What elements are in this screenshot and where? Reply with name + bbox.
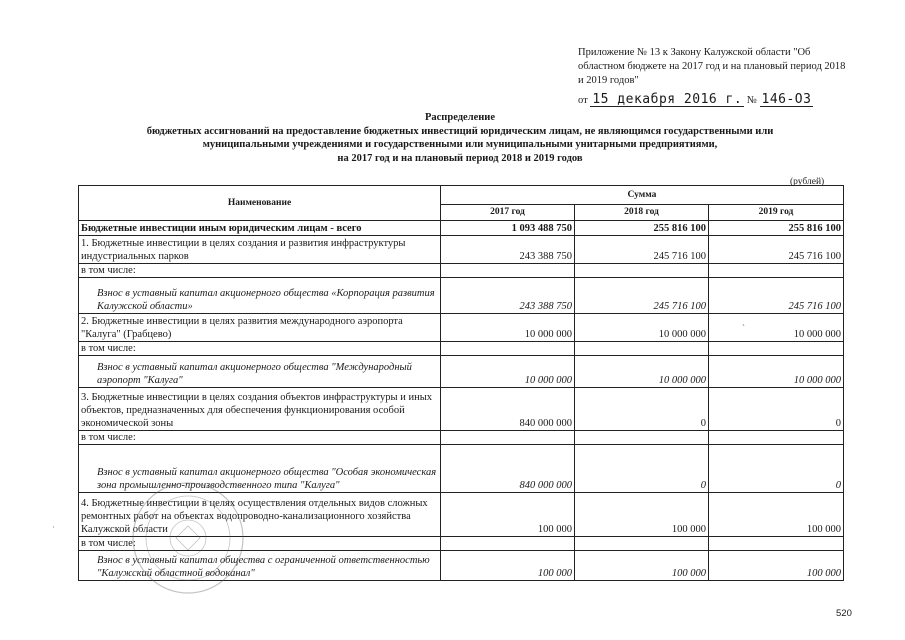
row-value-2019 [709, 264, 844, 278]
law-number: 146-ОЗ [761, 92, 812, 107]
title-line-2: бюджетных ассигнований на предоставление бюджетных инвестиций юридическим лицам, не являющимся государственными или [146, 125, 774, 137]
title-line-1: Распределение [424, 112, 496, 123]
tick-mark: ˋ [742, 323, 745, 333]
row-value-2019: 245 716 100 [709, 278, 844, 314]
row-value-2019: 100 000 [709, 493, 844, 537]
row-value-2018: 245 716 100 [575, 236, 709, 264]
table-row [79, 551, 844, 581]
row-name: 1. Бюджетные инвестиции в целях создания и развития инфраструктуры индустриальных парков [79, 236, 441, 264]
row-name: 2. Бюджетные инвестиции в целях развития международного аэропорта "Калуга" (Грабцево) [79, 314, 441, 342]
row-value-2019: 0 [709, 388, 844, 431]
row-value-2019: 255 816 100 [709, 221, 844, 236]
row-value-2019: 245 716 100 [709, 236, 844, 264]
row-name: Взнос в уставный капитал акционерного общества "Особая экономическая зона промышленно-производственного типа "Калуга" [79, 445, 441, 493]
header-sum: Сумма [441, 186, 844, 205]
table-row [79, 342, 844, 356]
row-value-2018 [575, 342, 709, 356]
table-row [79, 388, 844, 431]
row-value-2017: 840 000 000 [441, 388, 575, 431]
row-value-2019: 100 000 [709, 551, 844, 581]
row-name: в том числе: [79, 537, 441, 551]
table-row [79, 356, 844, 388]
row-name: Взнос в уставный капитал акционерного общества «Корпорация развития Калужской области» [79, 278, 441, 314]
row-value-2017: 100 000 [441, 551, 575, 581]
law-date: 15 декабря 2016 г. [592, 92, 743, 107]
table-row [79, 236, 844, 264]
header-year-2017: 2017 год [441, 205, 575, 221]
table-row [79, 537, 844, 551]
row-value-2017: 10 000 000 [441, 356, 575, 388]
row-name: 4. Бюджетные инвестиции в целях осуществления отдельных видов сложных ремонтных работ на объектах водопроводно-канализационного хозяйства Калужской области [79, 493, 441, 537]
law-date-line [578, 92, 868, 107]
row-value-2017 [441, 431, 575, 445]
date-prefix: от [578, 95, 588, 106]
row-value-2018: 10 000 000 [575, 356, 709, 388]
row-value-2017 [441, 342, 575, 356]
table-row [79, 493, 844, 537]
row-value-2019: 10 000 000 [709, 314, 844, 342]
row-value-2017: 243 388 750 [441, 236, 575, 264]
units-label: (рублей) [790, 177, 825, 187]
row-value-2019: 10 000 000 [709, 356, 844, 388]
row-value-2018: 100 000 [575, 551, 709, 581]
row-value-2017 [441, 537, 575, 551]
row-value-2018: 0 [575, 445, 709, 493]
row-value-2019 [709, 431, 844, 445]
page-number: 520 [836, 608, 852, 619]
table-row-total [79, 221, 844, 236]
row-value-2018: 245 716 100 [575, 278, 709, 314]
row-value-2017 [441, 264, 575, 278]
header-year-2018: 2018 год [575, 205, 709, 221]
row-value-2017: 840 000 000 [441, 445, 575, 493]
table-row [79, 431, 844, 445]
row-value-2017: 100 000 [441, 493, 575, 537]
row-name: в том числе: [79, 431, 441, 445]
table-row [79, 264, 844, 278]
header-name: Наименование [79, 186, 441, 221]
title-line-4: на 2017 год и на плановый период 2018 и 2019 годов [337, 152, 583, 164]
budget-table [78, 185, 844, 581]
document-title [80, 111, 840, 165]
margin-mark: · [52, 522, 55, 532]
row-name: в том числе: [79, 264, 441, 278]
row-value-2019 [709, 342, 844, 356]
row-value-2017: 1 093 488 750 [441, 221, 575, 236]
row-value-2018 [575, 537, 709, 551]
row-value-2018: 10 000 000 [575, 314, 709, 342]
row-name: Взнос в уставный капитал акционерного общества "Международный аэропорт "Калуга" [79, 356, 441, 388]
table-row [79, 445, 844, 493]
row-name: Взнос в уставный капитал общества с ограниченной ответственностью "Калужский областной водоканал" [79, 551, 441, 581]
row-value-2018 [575, 264, 709, 278]
row-value-2017: 10 000 000 [441, 314, 575, 342]
header-year-2019: 2019 год [709, 205, 844, 221]
number-prefix: № [746, 95, 757, 106]
row-name: Бюджетные инвестиции иным юридическим лицам - всего [79, 221, 441, 236]
row-value-2018: 100 000 [575, 493, 709, 537]
row-value-2019 [709, 537, 844, 551]
table-row [79, 278, 844, 314]
appendix-note: Приложение № 13 к Закону Калужской области "Об областном бюджете на 2017 год и на плановый период 2018 и 2019 годов" [578, 47, 846, 86]
table-header-row [79, 186, 844, 205]
row-name: 3. Бюджетные инвестиции в целях создания объектов инфраструктуры и иных объектов, предназначенных для обеспечения функционирования особой экономической зоны [79, 388, 441, 431]
row-value-2018: 255 816 100 [575, 221, 709, 236]
title-line-3: муниципальными учреждениями и государственными или муниципальными унитарными предприятиями, [202, 139, 718, 150]
table-row [79, 314, 844, 342]
row-value-2019: 0 [709, 445, 844, 493]
row-value-2017: 243 388 750 [441, 278, 575, 314]
row-value-2018: 0 [575, 388, 709, 431]
row-name: в том числе: [79, 342, 441, 356]
row-value-2018 [575, 431, 709, 445]
